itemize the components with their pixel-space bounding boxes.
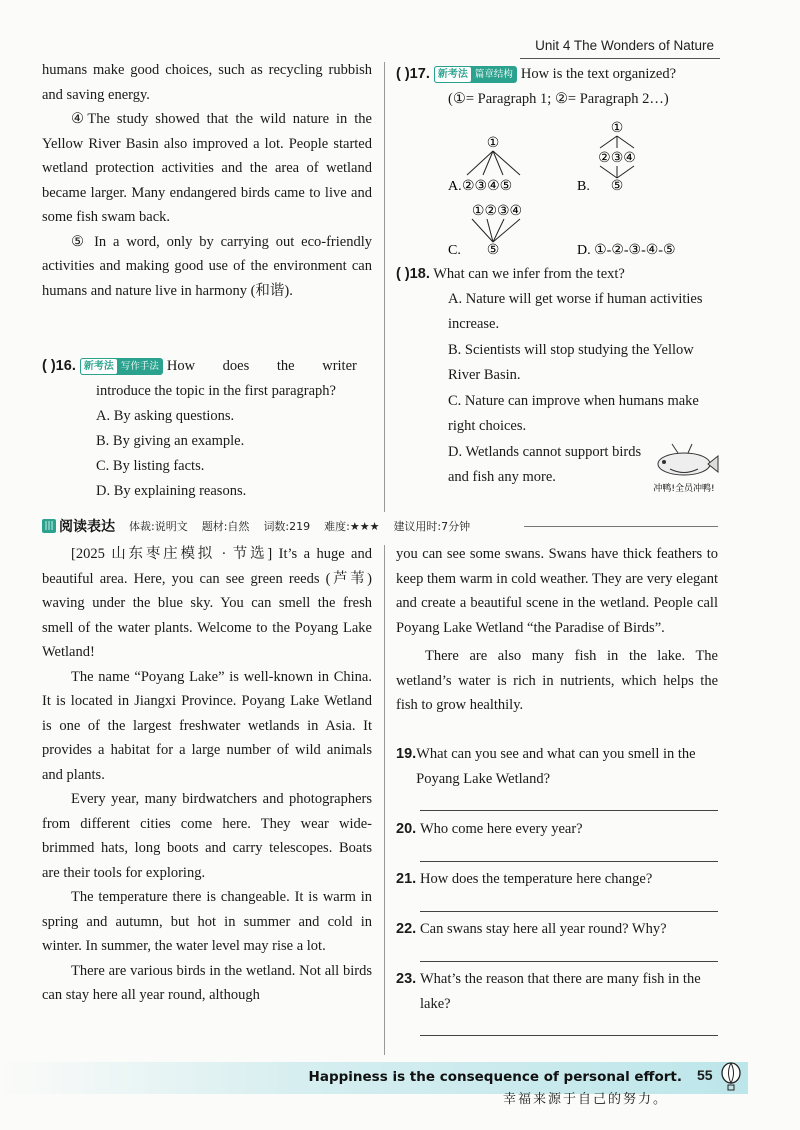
column-divider-lower [384,545,385,1055]
a-link [467,151,493,175]
question-21 [396,867,718,917]
q16-number[interactable]: ( )16. [42,358,76,374]
c-top-nodes: ①②③④ [471,204,523,219]
c-bottom-node: ⑤ [486,243,500,258]
section-title: 阅读表达 [59,519,115,535]
q22-text: Can swans stay here all year round? Why? [420,921,667,937]
a-link [493,151,503,175]
q18-number[interactable]: ( )18. [396,266,430,282]
q16-option-a[interactable]: A. By asking questions. [96,408,235,424]
q19-answer-line[interactable] [420,810,718,811]
unit-header: Unit 4 The Wonders of Nature [535,38,714,53]
q22-number: 22. [396,921,417,937]
question-19 [396,742,718,817]
question-23 [396,967,718,1042]
passage-p3: Every year, many birdwatchers and photographers from different cities come here. They wear wide-brimmed hats, long boots and carry telescopes. Boats are their tools for exploring. [42,791,372,881]
q18-option-d[interactable]: D. Wetlands cannot support birds and fish any more. [448,444,642,485]
footer-motto-cn: 幸福来源于自己的努力。 [502,1091,668,1106]
q19-text: What can you see and what can you smell in the Poyang Lake Wetland? [416,746,696,787]
paragraph-5: ⑤ In a word, only by carrying out eco-friendly activities and making good use of the environment can humans and nature live in harmony (和谐). [42,233,372,299]
q19-number: 19. [396,746,417,762]
question-17 [396,62,720,112]
passage-p5: There are various birds in the wetland. Not all birds can stay here all year round, although [42,962,372,1003]
left-top-text [42,58,372,303]
a-label[interactable]: A. [448,179,462,194]
c-label[interactable]: C. [448,243,461,258]
q20-number: 20. [396,821,417,837]
q21-answer-line[interactable] [420,911,718,912]
q17-hint: (①= Paragraph 1; ②= Paragraph 2…) [448,91,669,107]
b-bottom-node: ⑤ [610,179,624,194]
header-rule [520,58,720,59]
page-number: 55 [697,1067,713,1083]
section-rule [524,525,718,527]
q23-answer-line[interactable] [420,1035,718,1036]
b-mid-nodes: ②③④ [598,151,636,166]
bars-icon: ||| [42,519,56,533]
q20-text: Who come here every year? [420,821,583,837]
passage-p6: There are also many fish in the lake. The wetland’s water is rich in nutrients, which helps the fish to grow healthily. [396,648,718,713]
q16-option-b[interactable]: B. By giving an example. [96,433,245,449]
a-bottom-nodes: ②③④⑤ [462,179,513,194]
q22-answer-line[interactable] [420,961,718,962]
b-link [600,166,617,178]
difficulty-label: 难度:★★★ [324,520,380,533]
time-label: 建议用时:7分钟 [393,520,471,533]
passage-left [42,542,372,1008]
q18-option-c[interactable]: C. Nature can improve when humans make right choices. [448,393,699,434]
q16-option-d[interactable]: D. By explaining reasons. [96,483,247,499]
q18-stem: What can we infer from the text? [433,266,625,282]
q16-option-c[interactable]: C. By listing facts. [96,458,205,474]
b-link [617,166,634,178]
c-link [493,219,504,242]
d-option[interactable]: D. ①-②-③-④-⑤ [577,243,676,258]
b-top-node: ① [610,121,624,136]
word-count-label: 词数:219 [263,520,311,533]
question-20 [396,817,718,867]
q17-diagrams [440,110,720,260]
passage-right [396,542,718,718]
q21-number: 21. [396,871,417,887]
question-16 [42,354,374,504]
new-method-badge: 新考法 篇章结构 [434,66,517,83]
b-link [617,136,634,148]
a-link [483,151,493,175]
q16-stem-line2: introduce the topic in the first paragraph? [96,383,336,399]
short-answer-questions [396,742,718,1042]
question-22 [396,917,718,967]
reading-section-bar [42,516,718,540]
q17-stem: How is the text organized? [520,66,677,82]
q18-option-b[interactable]: B. Scientists will stop studying the Yellow River Basin. [448,342,694,383]
c-link [493,219,520,242]
passage-p4: The temperature there is changeable. It is warm in spring and autumn, but hot in summer and cold in winter. In summer, the water level may rise a lot. [42,889,372,954]
q18-option-a[interactable]: A. Nature will get worse if human activities increase. [448,291,703,332]
genre-label: 体裁:说明文 [129,520,188,533]
hot-air-balloon-icon [718,1062,744,1092]
a-top-node: ① [486,136,500,151]
q16-stem-line1: How does the writer [166,358,357,374]
q20-answer-line[interactable] [420,861,718,862]
cartoon-fish-illustration [648,438,720,494]
paragraph-4: ④The study showed that the wild nature in the Yellow River Basin also improved a lot. People started wetland protection activities and the area of wetland became larger. Many endangered birds came to live and some fish swam back. [42,111,372,225]
page-footer [0,1062,800,1130]
b-link [600,136,617,148]
column-divider [384,62,385,512]
q23-text: What’s the reason that there are many fish in the lake? [420,971,701,1012]
paragraph-3-end: humans make good choices, such as recycling rubbish and saving energy. [42,62,372,103]
new-method-badge: 新考法 写作手法 [80,358,163,375]
q23-number: 23. [396,971,417,987]
cartoon-caption: 冲鸭!全员冲鸭! [653,484,715,494]
passage-p2: The name “Poyang Lake” is well-known in China. It is located in Jiangxi Province. Poyang Lake Wetland is one of the largest freshwater wetlands in Asia. It provides a habitat for a large number of wild animals and plants. [42,668,372,783]
footer-motto: Happiness is the consequence of personal effort. [308,1069,682,1085]
passage-p1: [2025 山东枣庄模拟 · 节选] It’s a huge and beautiful area. Here, you can see green reeds (芦苇) waving under the blue sky. You can smell the fresh smell of the water plants. Welcome to the Poyang Lake Wetland! [42,546,372,660]
b-label[interactable]: B. [577,179,590,194]
passage-p5-cont: you can see some swans. Swans have thick feathers to keep them warm in cold weather. They are very elegant and create a beautiful scene in the wetland. People call Poyang Lake Wetland “the Paradise of Birds”. [396,546,718,636]
topic-label: 题材:自然 [201,520,250,533]
a-link [493,151,520,175]
q17-number[interactable]: ( )17. [396,66,430,82]
q21-text: How does the temperature here change? [420,871,653,887]
